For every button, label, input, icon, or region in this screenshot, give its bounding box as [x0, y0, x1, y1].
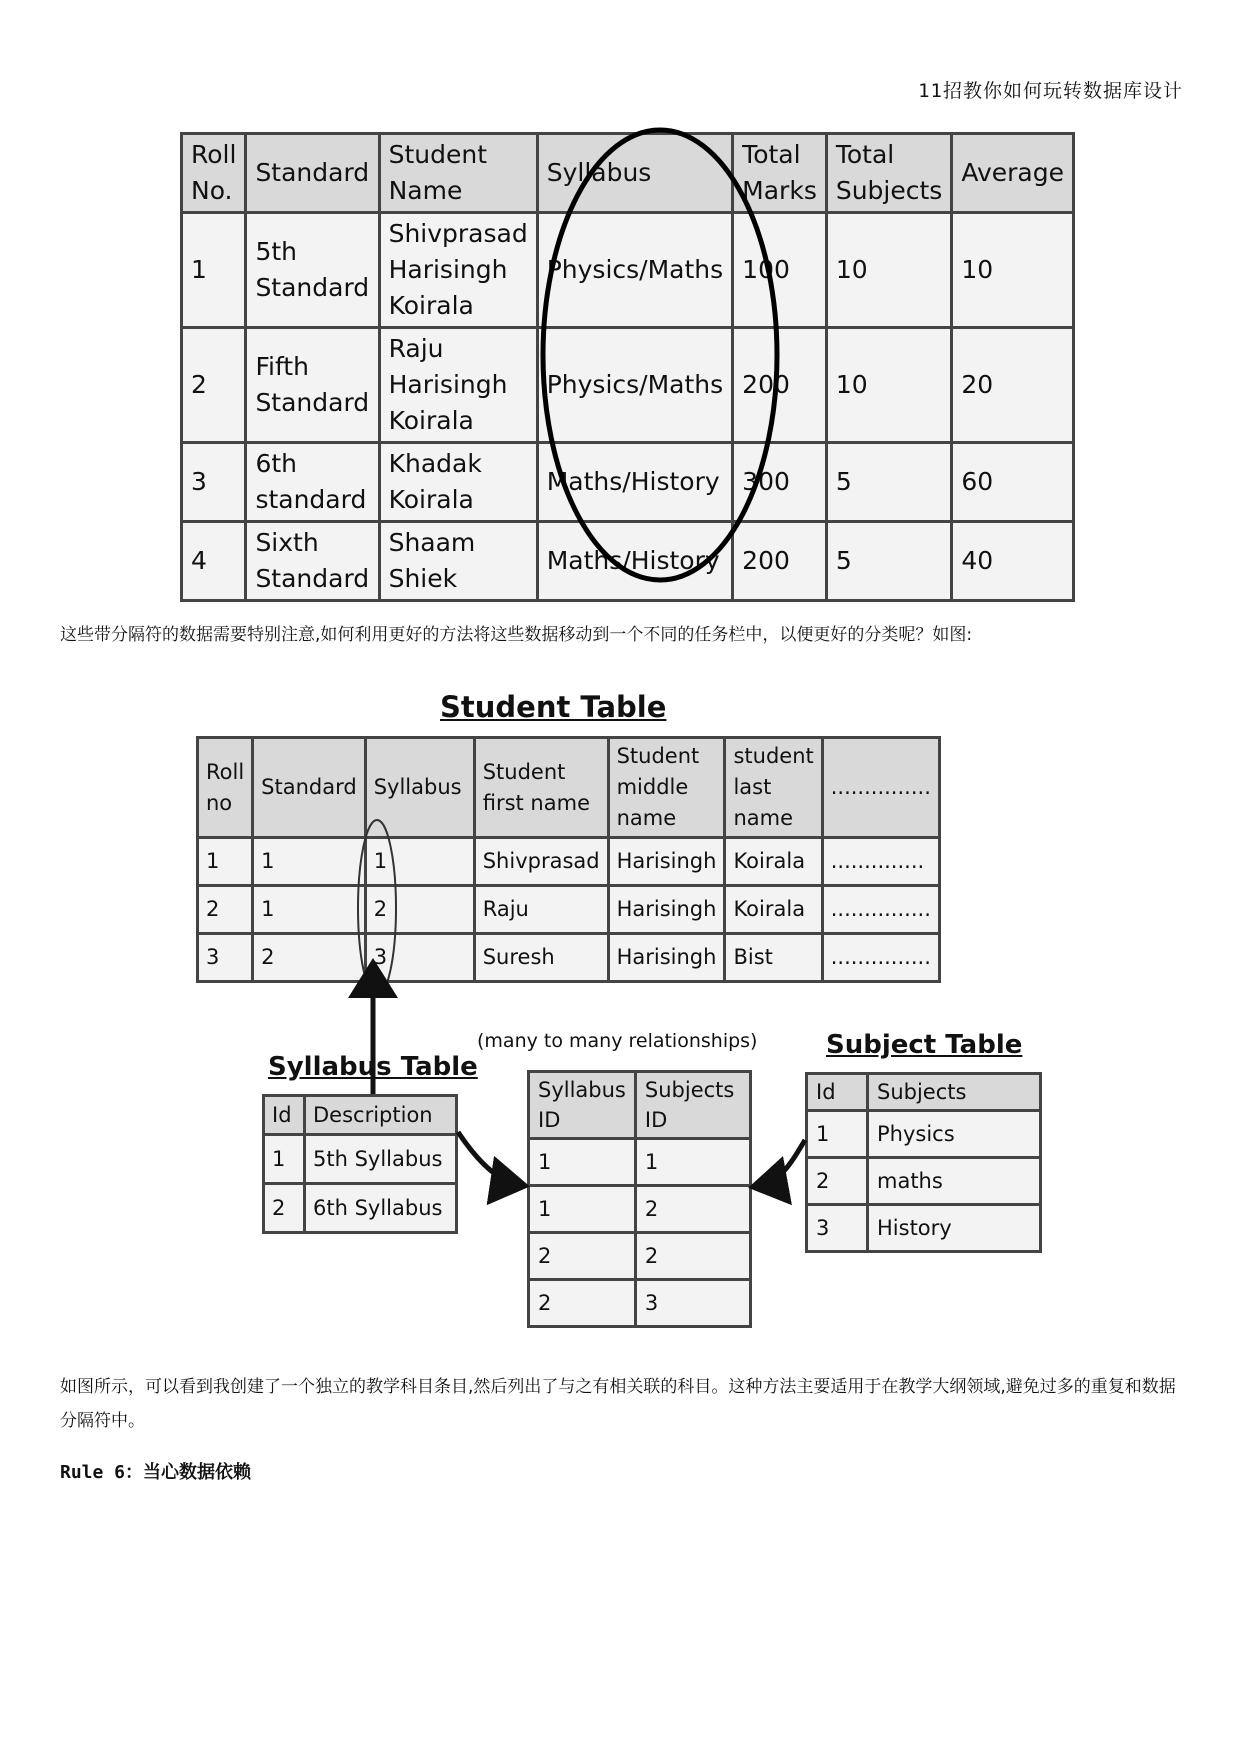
paragraph: 如图所示，可以看到我创建了一个独立的教学科目条目,然后列出了与之有相关联的科目。这种方法主要适用于在教学大纲领域,避免过多的重复和数据分隔符中。: [60, 1377, 1176, 1431]
table-cell: Shivprasad Harisingh Koirala: [379, 213, 537, 328]
table-row: [198, 886, 940, 934]
table-row: [529, 1186, 751, 1233]
column-header: Id: [807, 1074, 868, 1111]
student-marks-table: [180, 132, 1075, 602]
column-header: Syllabus ID: [529, 1072, 636, 1139]
table-cell: 10: [826, 213, 951, 328]
table-cell: 3: [365, 934, 474, 982]
column-header: Student Name: [379, 134, 537, 213]
table-cell: 1: [198, 838, 253, 886]
syllabus-to-link-arrow: [458, 1132, 520, 1185]
table-row: [198, 934, 940, 982]
table-cell: 5: [826, 522, 951, 601]
table-cell: Shivprasad: [474, 838, 608, 886]
table-cell: Maths/History: [537, 443, 732, 522]
table-cell: Raju Harisingh Koirala: [379, 328, 537, 443]
column-header: Student first name: [474, 738, 608, 838]
table-cell: 2: [635, 1186, 750, 1233]
table-cell: 1: [253, 886, 366, 934]
table-cell: Bist: [725, 934, 822, 982]
column-header: Total Marks: [733, 134, 827, 213]
table-cell: 2: [529, 1233, 636, 1280]
page-header: 11招教你如何玩转数据库设计: [918, 80, 1183, 102]
table-cell: 5th Standard: [246, 213, 379, 328]
table-cell: 1: [635, 1139, 750, 1186]
table-header-row: [182, 134, 1074, 213]
table-cell: Khadak Koirala: [379, 443, 537, 522]
column-header: Description: [305, 1096, 457, 1135]
table-cell: 2: [182, 328, 246, 443]
table-cell: 10: [952, 213, 1074, 328]
table-cell: 5th Syllabus: [305, 1135, 457, 1184]
table-cell: 1: [807, 1111, 868, 1158]
subject-table-title: Subject Table: [826, 1030, 1023, 1060]
table-row: [182, 443, 1074, 522]
table-row: [182, 522, 1074, 601]
table-row: [807, 1205, 1041, 1252]
table-header-row: [198, 738, 940, 838]
table-cell: Physics/Maths: [537, 328, 732, 443]
column-header: Subjects ID: [635, 1072, 750, 1139]
table-cell: 3: [182, 443, 246, 522]
table-cell: 1: [529, 1186, 636, 1233]
table-row: [807, 1158, 1041, 1205]
table-row: [529, 1139, 751, 1186]
table-row: [807, 1111, 1041, 1158]
table-cell: maths: [868, 1158, 1041, 1205]
column-header: ...............: [822, 738, 939, 838]
table-row: [182, 213, 1074, 328]
table-cell: 3: [635, 1280, 750, 1327]
relationship-note: (many to many relationships): [477, 1030, 758, 1052]
table-cell: 2: [253, 934, 366, 982]
student-table-title: Student Table: [440, 690, 667, 724]
table-cell: Harisingh: [608, 886, 725, 934]
table-cell: Harisingh: [608, 934, 725, 982]
column-header: Standard: [253, 738, 366, 838]
table-cell: Physics: [868, 1111, 1041, 1158]
table-cell: 1: [365, 838, 474, 886]
table-cell: 2: [529, 1280, 636, 1327]
table-cell: 2: [264, 1184, 305, 1233]
table-row: [182, 328, 1074, 443]
column-header: Average: [952, 134, 1074, 213]
table-cell: Harisingh: [608, 838, 725, 886]
table-cell: Shaam Shiek: [379, 522, 537, 601]
table-cell: 1: [529, 1139, 636, 1186]
table-cell: 2: [635, 1233, 750, 1280]
column-header: Syllabus: [365, 738, 474, 838]
table-cell: 100: [733, 213, 827, 328]
table-cell: 200: [733, 522, 827, 601]
column-header: Id: [264, 1096, 305, 1135]
table-row: [264, 1184, 457, 1233]
subject-table: [805, 1072, 1042, 1253]
section-heading: Rule 6：当心数据依赖: [60, 1462, 252, 1483]
table-cell: 6th standard: [246, 443, 379, 522]
table-cell: 1: [264, 1135, 305, 1184]
paragraph: 这些带分隔符的数据需要特别注意,如何利用更好的方法将这些数据移动到一个不同的任务栏中，以便更好的分类呢？如图:: [60, 625, 973, 645]
table-header-row: [264, 1096, 457, 1135]
table-cell: 200: [733, 328, 827, 443]
column-header: Total Subjects: [826, 134, 951, 213]
syllabus-table-title: Syllabus Table: [268, 1052, 478, 1082]
column-header: Standard: [246, 134, 379, 213]
table-cell: Maths/History: [537, 522, 732, 601]
table-header-row: [807, 1074, 1041, 1111]
table-row: [529, 1233, 751, 1280]
table-row: [264, 1135, 457, 1184]
column-header: student last name: [725, 738, 822, 838]
table-cell: 10: [826, 328, 951, 443]
table-cell: 6th Syllabus: [305, 1184, 457, 1233]
syllabus-subject-link-table: [527, 1070, 752, 1328]
table-header-row: [529, 1072, 751, 1139]
column-header: Student middle name: [608, 738, 725, 838]
table-cell: Suresh: [474, 934, 608, 982]
table-cell: 2: [807, 1158, 868, 1205]
table-row: [198, 838, 940, 886]
column-header: Subjects: [868, 1074, 1041, 1111]
table-cell: History: [868, 1205, 1041, 1252]
syllabus-table: [262, 1094, 458, 1234]
table-cell: 300: [733, 443, 827, 522]
table-cell: 3: [198, 934, 253, 982]
table-cell: Physics/Maths: [537, 213, 732, 328]
subject-to-link-arrow: [758, 1140, 805, 1186]
table-row: [529, 1280, 751, 1327]
table-cell: Koirala: [725, 838, 822, 886]
table-cell: 4: [182, 522, 246, 601]
column-header: Roll No.: [182, 134, 246, 213]
student-table: [196, 736, 941, 983]
column-header: Syllabus: [537, 134, 732, 213]
table-cell: Fifth Standard: [246, 328, 379, 443]
table-cell: Sixth Standard: [246, 522, 379, 601]
table-cell: 20: [952, 328, 1074, 443]
table-cell: 2: [198, 886, 253, 934]
table-cell: 1: [253, 838, 366, 886]
table-cell: 5: [826, 443, 951, 522]
table-cell: 2: [365, 886, 474, 934]
table-cell: Raju: [474, 886, 608, 934]
column-header: Roll no: [198, 738, 253, 838]
table-cell: 60: [952, 443, 1074, 522]
table-cell: 3: [807, 1205, 868, 1252]
table-cell: 40: [952, 522, 1074, 601]
table-cell: Koirala: [725, 886, 822, 934]
table-cell: ...............: [822, 934, 939, 982]
table-cell: ..............: [822, 838, 939, 886]
table-cell: ...............: [822, 886, 939, 934]
table-cell: 1: [182, 213, 246, 328]
